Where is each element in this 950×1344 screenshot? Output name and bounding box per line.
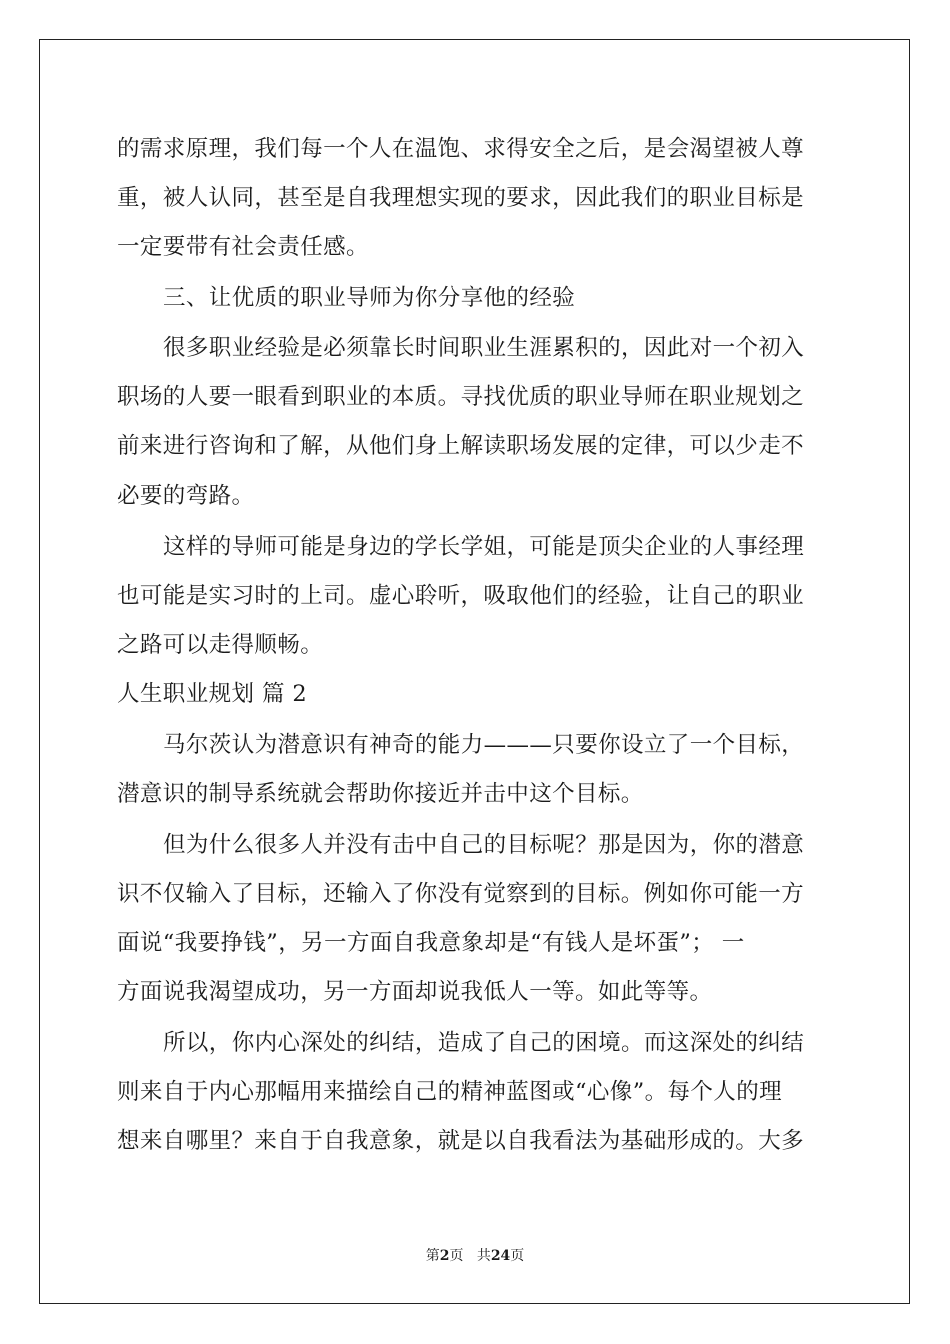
page-border bbox=[39, 39, 910, 1304]
total-pages: 24 bbox=[490, 1248, 511, 1264]
body-text-line: 重，被人认同，甚至是自我理想实现的要求，因此我们的职业目标是 bbox=[117, 185, 805, 211]
body-text-line: 职场的人要一眼看到职业的本质。寻找优质的职业导师在职业规划之 bbox=[117, 384, 805, 410]
body-text-line: 一定要带有社会责任感。 bbox=[117, 234, 369, 260]
article-title: 人生职业规划 篇 2 bbox=[117, 681, 308, 707]
body-text-line: 必要的弯路。 bbox=[117, 483, 255, 509]
page-prefix: 第 bbox=[425, 1248, 440, 1264]
body-text-line: 则来自于内心那幅用来描绘自己的精神蓝图或“心像”。每个人的理 bbox=[117, 1079, 783, 1105]
body-text-line: 但为什么很多人并没有击中自己的目标呢？那是因为，你的潜意 bbox=[163, 832, 805, 858]
body-text-line: 前来进行咨询和了解，从他们身上解读职场发展的定律，可以少走不 bbox=[117, 433, 805, 459]
body-text-line: 很多职业经验是必须靠长时间职业生涯累积的，因此对一个初入 bbox=[163, 335, 805, 361]
total-prefix: 共 bbox=[476, 1248, 491, 1264]
body-text-line: 之路可以走得顺畅。 bbox=[117, 632, 324, 658]
body-text-line: 面说“我要挣钱”，另一方面自我意象却是“有钱人是坏蛋”； 一 bbox=[117, 930, 745, 956]
body-text-line: 想来自哪里？来自于自我意象，就是以自我看法为基础形成的。大多 bbox=[117, 1128, 805, 1154]
body-text-line: 方面说我渴望成功，另一方面却说我低人一等。如此等等。 bbox=[117, 979, 713, 1005]
page-footer bbox=[0, 1247, 950, 1265]
section-heading: 三、让优质的职业导师为你分享他的经验 bbox=[163, 285, 576, 311]
body-text-line: 识不仅输入了目标，还输入了你没有觉察到的目标。例如你可能一方 bbox=[117, 881, 805, 907]
body-text-line: 所以，你内心深处的纠结，造成了自己的困境。而这深处的纠结 bbox=[163, 1030, 805, 1056]
body-text-line: 的需求原理，我们每一个人在温饱、求得安全之后，是会渴望被人尊 bbox=[117, 136, 805, 162]
page-suffix: 页 bbox=[449, 1248, 464, 1264]
total-suffix: 页 bbox=[510, 1248, 525, 1264]
body-text-line: 这样的导师可能是身边的学长学姐，可能是顶尖企业的人事经理 bbox=[163, 534, 805, 560]
body-text-line: 潜意识的制导系统就会帮助你接近并击中这个目标。 bbox=[117, 781, 644, 807]
body-text-line: 也可能是实习时的上司。虚心聆听，吸取他们的经验，让自己的职业 bbox=[117, 583, 805, 609]
page-number: 2 bbox=[439, 1248, 450, 1264]
body-text-line: 马尔茨认为潜意识有神奇的能力———只要你设立了一个目标， bbox=[163, 732, 805, 758]
